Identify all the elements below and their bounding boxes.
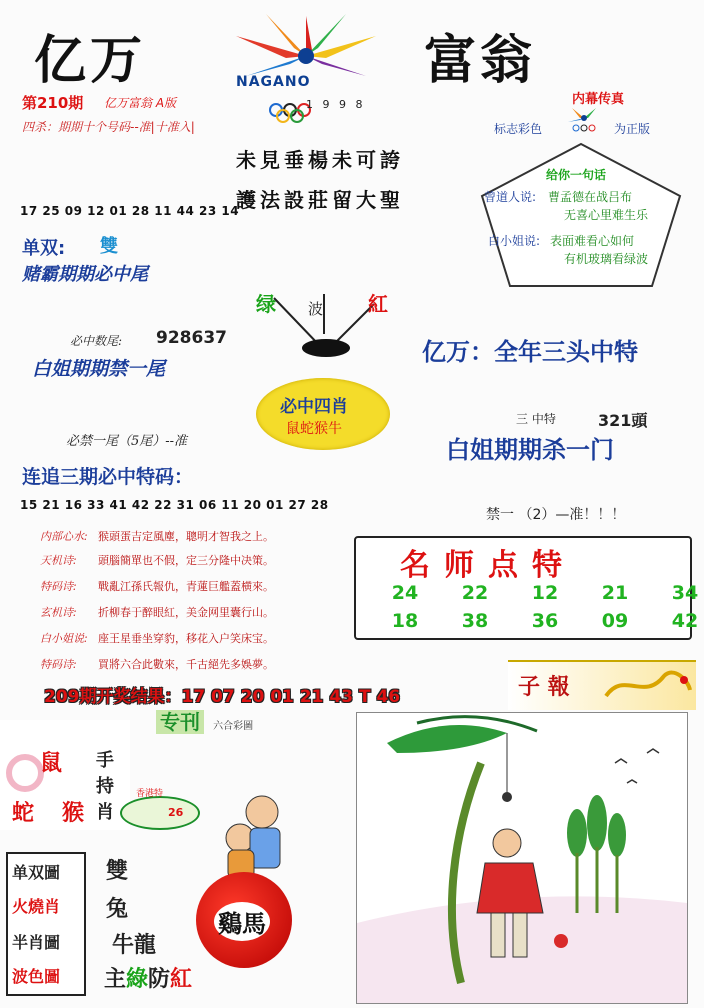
fig-value-main-line <box>104 962 192 993</box>
special-label <box>156 706 253 735</box>
issue-hint: 四杀：期期十个号码--准|十准入| <box>22 120 195 134</box>
lady-text-1: 表面难看心如何 <box>550 234 635 248</box>
insider-official: 为正版 <box>614 122 651 136</box>
lady-label: 白小姐说: <box>488 234 541 248</box>
insider-title: 内幕传真 <box>572 92 625 107</box>
fig-value-green: 綠 <box>126 967 149 992</box>
wave-diagram <box>254 270 394 366</box>
wave-green: 绿 <box>256 292 276 316</box>
chase-title: 连追三期必中特码： <box>22 466 194 488</box>
verse-key-5: 白小姐说: <box>40 632 88 645</box>
zodiac-panel <box>0 720 130 830</box>
poem-line-2: 護法設莊留大聖 <box>236 188 404 212</box>
tail-number-note: 白姐期期禁一尾 <box>32 358 166 380</box>
fig-half-zodiac: 半肖圖 <box>12 933 61 952</box>
four-zodiac-value: 鼠蛇猴牛 <box>286 421 342 437</box>
master-num: 12 <box>531 582 559 604</box>
issue-grade: 亿万富翁 A版 <box>104 96 177 110</box>
saying-panel <box>478 140 684 290</box>
fig-value-main: 主 <box>104 967 127 992</box>
master-num: 09 <box>601 610 629 632</box>
master-num: 22 <box>461 582 489 604</box>
kill-door: 白姐期期杀一门 <box>446 436 614 464</box>
verse-text-4: 折柳春于醉眼紅，美金网里囊行山。 <box>98 606 274 619</box>
master-num: 34 <box>671 582 699 604</box>
result-banner: 209期开奖结果：17 07 20 01 21 43 T 46 <box>44 687 401 707</box>
verse-text-6: 買將六合此數來，千古絕先多娛夢。 <box>98 658 274 671</box>
zodiac-vert-1: 手 <box>96 750 114 771</box>
dragon-icon <box>604 666 692 706</box>
nagano-logo <box>206 6 406 126</box>
zodiac-rat: 鼠 <box>40 751 63 776</box>
special-title: 专刊 <box>156 710 204 734</box>
annual-banner: 亿万：全年三头中特 <box>422 338 638 366</box>
verse-text-2: 頭腦簡單也不假，定三分隆中决策。 <box>98 554 274 567</box>
zodiac-snake: 蛇 <box>12 801 35 826</box>
donut-icon <box>6 754 44 792</box>
fig-fire-tail: 火燒肖 <box>12 897 61 916</box>
insider-brand: 标志彩色 <box>494 122 543 136</box>
verse-key-1: 内部心水: <box>40 530 88 543</box>
odd-even-value: 雙 <box>100 236 118 257</box>
four-zodiac-title: 必中四肖 <box>280 397 348 417</box>
fig-value-double: 雙 <box>106 859 129 884</box>
hk-badge-num: 26 <box>168 806 184 819</box>
wave-label: 波 <box>308 300 324 318</box>
master-num: 18 <box>391 610 419 632</box>
saying-title: 给你一句话 <box>546 168 607 182</box>
number-pool-1: 17 25 09 12 01 28 11 44 23 14 <box>20 204 240 218</box>
master-num: 38 <box>461 610 489 632</box>
master-row-1 <box>370 582 704 604</box>
zodiac-monkey: 猴 <box>62 801 85 826</box>
fig-value-red: 紅 <box>170 967 193 992</box>
verse-text-3: 戰亂江孫氏報仇，青蓮巨艦蓋横來。 <box>98 580 274 593</box>
odd-even-label: 单双: <box>22 238 66 259</box>
tail-number-label: 必中数尾: <box>70 334 123 348</box>
poem-line-1: 未見垂楊未可誇 <box>236 148 404 172</box>
monk-text-1: 曹孟德在战吕布 <box>548 190 633 204</box>
master-pick-title: 名师点特 <box>400 548 576 583</box>
verse-key-6: 特码诗: <box>40 658 77 671</box>
boy-tree-illustration <box>357 713 687 1003</box>
rooster-horse-emblem <box>196 872 292 968</box>
master-row-2 <box>370 610 704 632</box>
ban-one: 禁一 （2）—准！！！ <box>486 507 626 523</box>
ban-tail: 必禁一尾（5尾）--准 <box>66 434 188 449</box>
lady-text-2: 有机玻璃看绿波 <box>564 252 649 266</box>
fig-value-ox-dragon: 牛龍 <box>112 933 157 958</box>
verse-key-4: 玄机诗: <box>40 606 77 619</box>
fig-wave-color: 波色圖 <box>12 967 61 986</box>
verse-key-2: 天机诗: <box>40 554 77 567</box>
verses-list <box>40 528 360 678</box>
illustration-panel <box>356 712 688 1004</box>
insider-logo-icon <box>562 106 606 134</box>
tail-number-value: 928637 <box>156 328 227 348</box>
verse-text-5: 座王星垂坐穿豹，移花入户笑床宝。 <box>98 632 274 645</box>
master-num: 24 <box>391 582 419 604</box>
report-text: 子 報 <box>518 675 570 700</box>
title-left: 亿万 <box>34 30 147 91</box>
zodiac-vert-3: 肖 <box>96 802 114 823</box>
master-num: 36 <box>531 610 559 632</box>
title-right: 富翁 <box>424 30 537 91</box>
master-num: 21 <box>601 582 629 604</box>
wave-red: 紅 <box>368 292 388 316</box>
three-head-value: 321頭 <box>598 411 648 430</box>
report-banner <box>508 660 696 710</box>
verse-text-1: 猴頭蛋吉定風塵，聰明才智我之上。 <box>98 530 274 543</box>
figures-panel <box>6 852 86 996</box>
monk-label: 曾道人说: <box>484 190 537 204</box>
monk-text-2: 无喜心里难生乐 <box>564 208 649 222</box>
zodiac-vert-2: 持 <box>96 776 114 797</box>
issue-number: 第210期 <box>22 94 84 112</box>
cartoon-kids-illustration <box>200 790 300 880</box>
odd-even-note: 赌霸期期必中尾 <box>22 264 148 285</box>
rooster-horse-text: 鷄馬 <box>214 902 270 941</box>
verse-key-3: 特码诗: <box>40 580 77 593</box>
flower-icon <box>236 14 376 76</box>
logo-text: NAGANO <box>236 74 311 90</box>
fig-value-guard: 防 <box>148 967 171 992</box>
master-pick-panel <box>354 536 699 640</box>
three-head-label: 三 中特 <box>516 412 556 426</box>
chase-numbers: 15 21 16 33 41 42 22 31 06 11 20 01 27 28 <box>20 498 329 512</box>
fig-single-double: 单双圖 <box>12 863 61 882</box>
four-zodiac-badge <box>256 378 390 450</box>
fig-value-rabbit: 兔 <box>106 897 129 922</box>
hk-badge <box>120 789 200 830</box>
hk-badge-text: 香港特 <box>136 789 164 799</box>
logo-year: 1 9 9 8 <box>306 98 366 111</box>
special-sub: 六合彩圖 <box>213 721 254 732</box>
master-num: 42 <box>671 610 699 632</box>
